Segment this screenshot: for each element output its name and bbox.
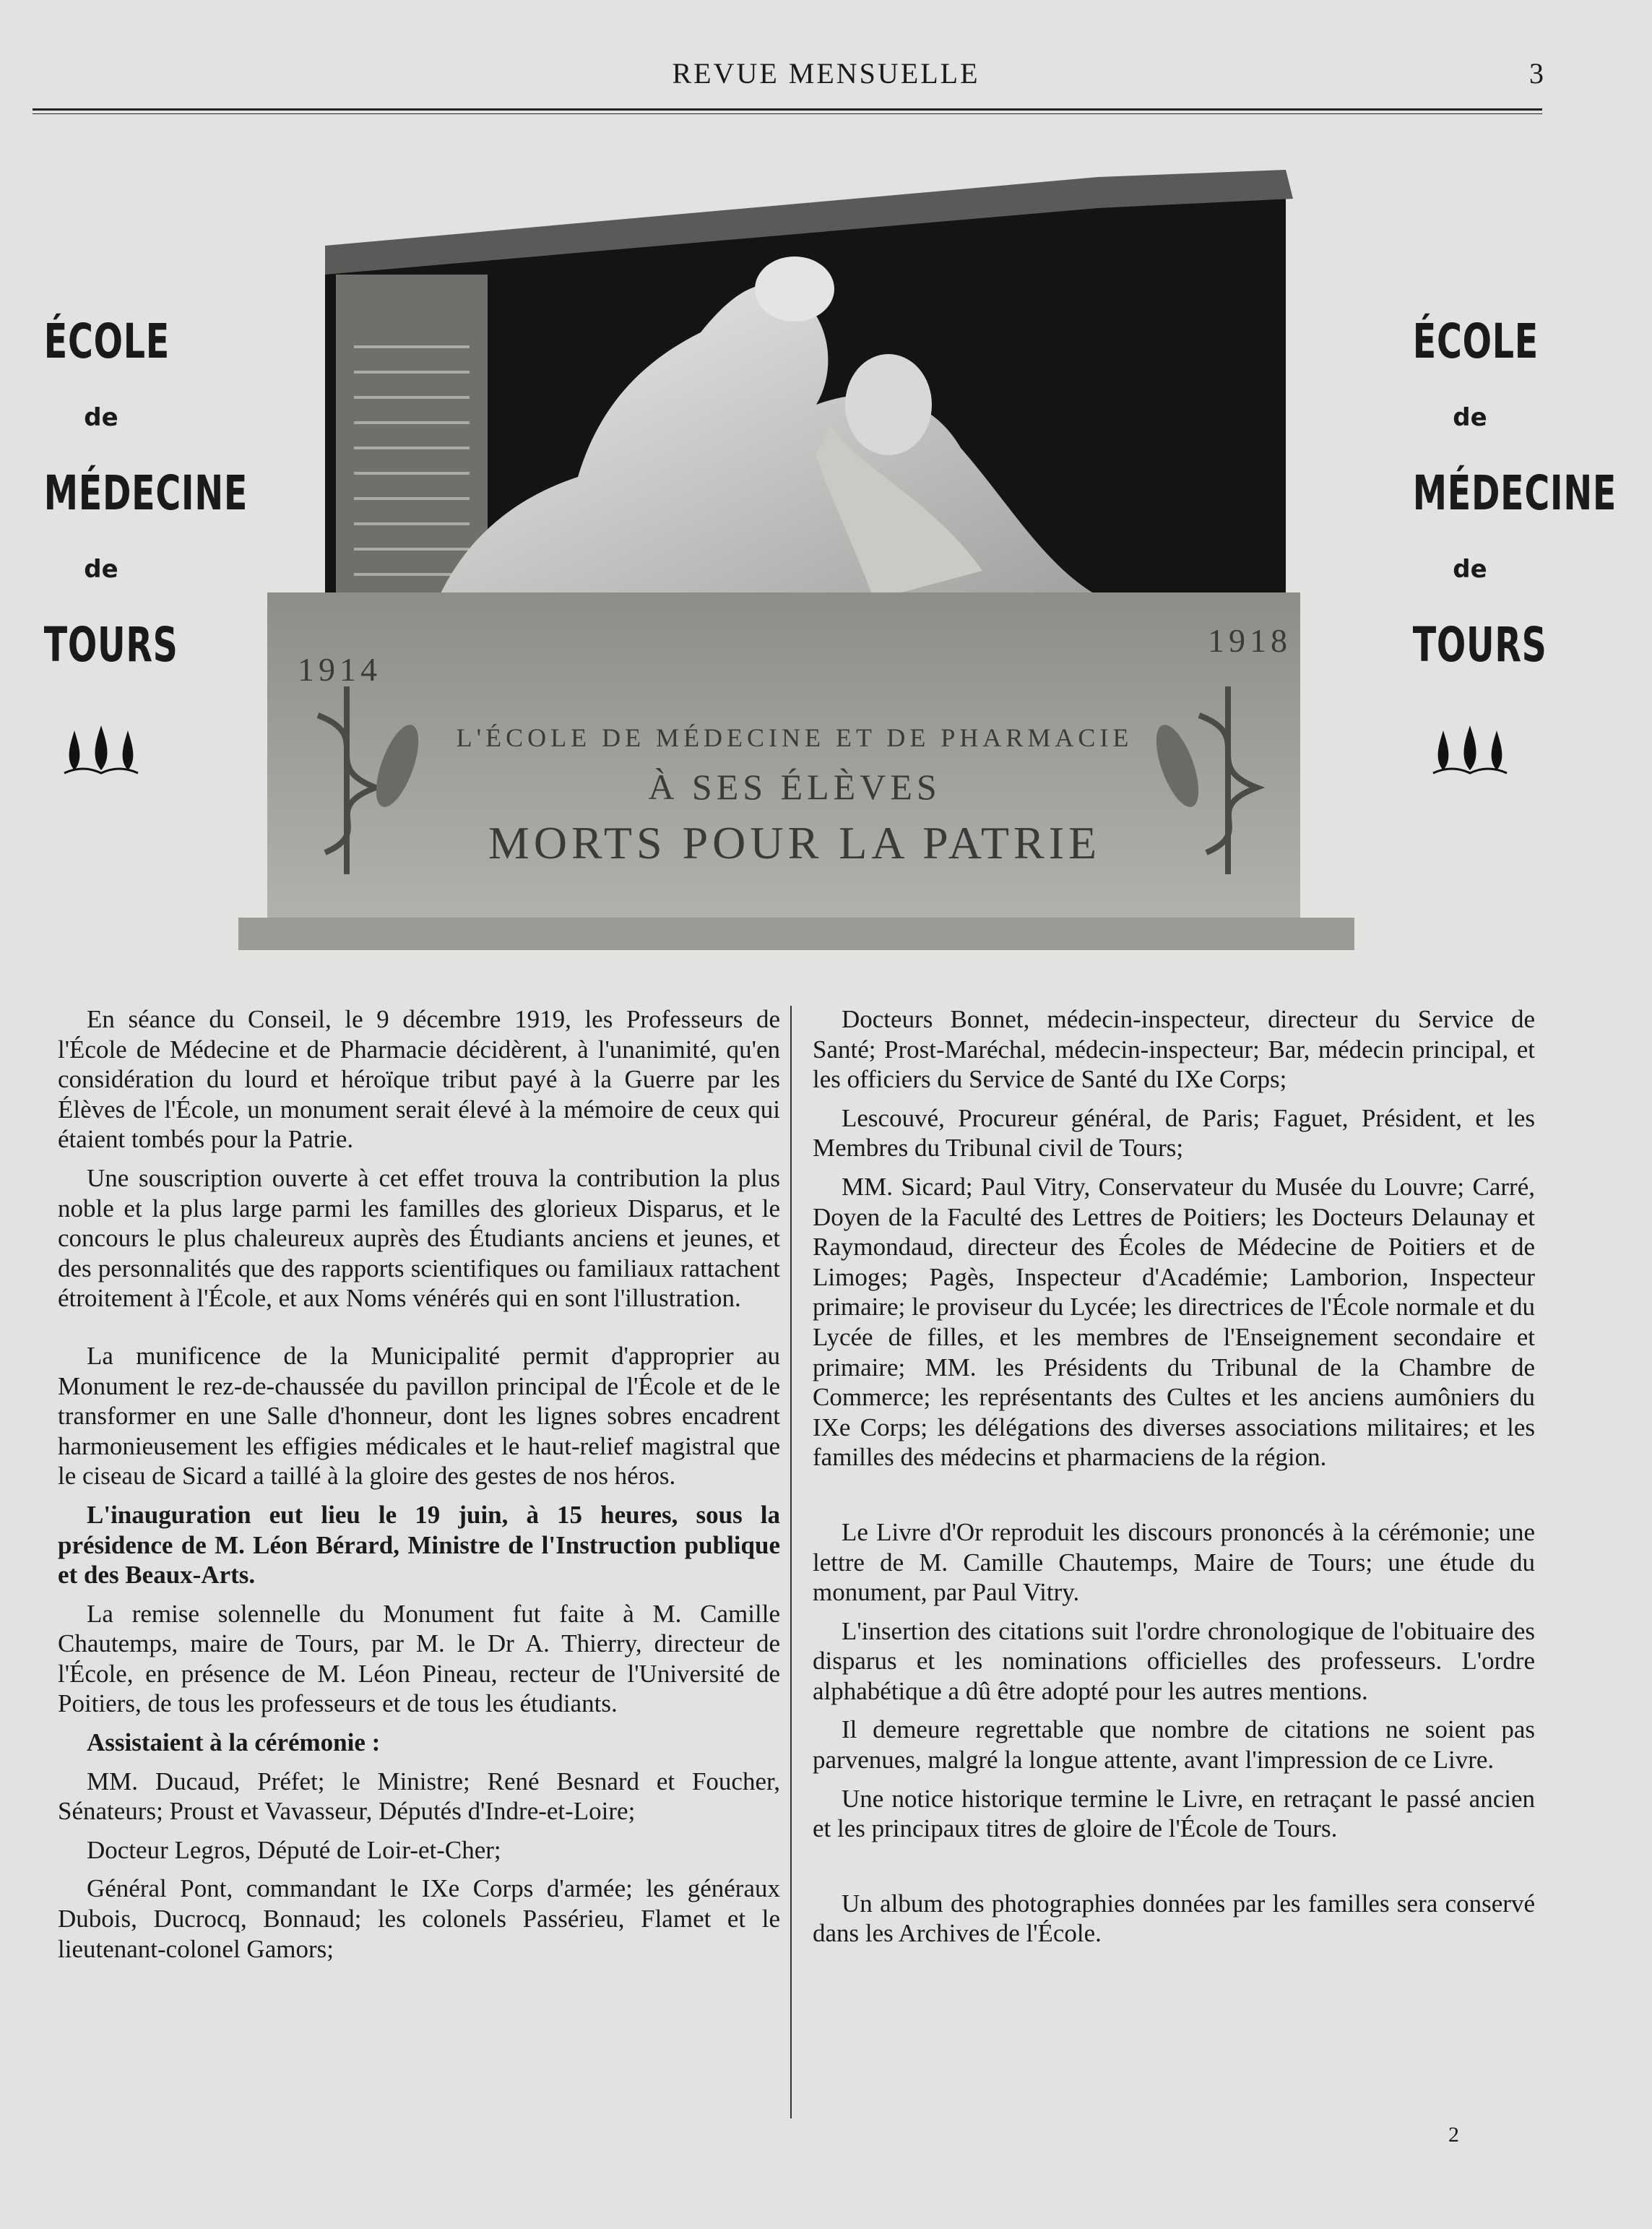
folio: 2	[1448, 2123, 1459, 2147]
paragraph: MM. Sicard; Paul Vitry, Conservateur du Musée du Louvre; Carré, Doyen de la Faculté des Lettres de Poitiers; les Docteurs Delaunay et Raymondaud, directeur des Écoles de Médecine de Poitiers et de Limoges; Pagès, Inspecteur d'Académie; Lamborion, Inspecteur primaire; le proviseur du Lycée; les directrices de l'École normale et du Lycée de filles, et les membres de l'Enseignement secondaire et primaire; MM. les Présidents du Tribunal de la Chambre de Commerce; les représentants des Cultes et les anciens aumôniers du IXe Corps; les délégations des diverses associations militaires; et les familles des médecins et pharmaciens de la région.	[813, 1172, 1535, 1472]
side-de: de	[1453, 555, 1487, 584]
paragraph: Le Livre d'Or reproduit les discours prononcés à la cérémonie; une lettre de M. Camille Chautemps, Maire de Tours; une étude du monument, par Paul Vitry.	[813, 1517, 1535, 1607]
paragraph: Docteur Legros, Député de Loir-et-Cher;	[87, 1835, 501, 1864]
header-rule	[33, 108, 1542, 114]
paragraph: Il demeure regrettable que nombre de citations ne soient pas parvenues, malgré la longue attente, avant l'impression de ce Livre.	[813, 1715, 1535, 1775]
text-column-left	[58, 1004, 780, 1973]
paragraph: Assistaient à la cérémonie :	[87, 1728, 381, 1757]
side-ecole: ÉCOLE	[43, 314, 170, 369]
side-label-left	[22, 314, 248, 780]
running-head: REVUE MENSUELLE	[672, 57, 980, 90]
side-de: de	[1453, 403, 1487, 432]
side-medecine: MÉDECINE	[43, 465, 248, 521]
paragraph: L'inauguration eut lieu le 19 juin, à 15 heures, sous la présidence de M. Léon Bérard, Ministre de l'Instruction publique et des Beaux-Arts.	[58, 1500, 780, 1590]
flame-ornament-icon	[1430, 720, 1510, 777]
paragraph: Docteurs Bonnet, médecin-inspecteur, directeur du Service de Santé; Prost-Maréchal, médecin-inspecteur; Bar, médecin principal, et les officiers du Service de Santé du IXe Corps;	[813, 1005, 1535, 1094]
side-de: de	[84, 555, 118, 584]
side-label-right	[1391, 314, 1617, 780]
side-ecole: ÉCOLE	[1412, 314, 1539, 369]
monument-year-right: 1918	[1208, 622, 1292, 659]
paragraph: Une souscription ouverte à cet effet trouva la contribution la plus noble et la plus large parmi les familles des glorieux Disparus, et le concours le plus chaleureux auprès des Étudiants anciens et jeunes, et des personnalités que des rapports scientifiques ou familiaux rattachent étroitement à l'École, et aux Noms vénérés qui en sont l'illustration.	[58, 1163, 780, 1313]
monument-inscription-2: À SES ÉLÈVES	[648, 767, 941, 807]
monument-photograph	[238, 166, 1354, 950]
side-de: de	[84, 403, 118, 432]
monument-inscription-3: MORTS POUR LA PATRIE	[488, 817, 1102, 868]
paragraph: MM. Ducaud, Préfet; le Ministre; René Besnard et Foucher, Sénateurs; Proust et Vavasseur, Députés d'Indre-et-Loire;	[58, 1767, 780, 1826]
flame-ornament-icon	[61, 720, 141, 777]
monument-year-left: 1914	[298, 651, 381, 688]
side-medecine: MÉDECINE	[1412, 465, 1617, 521]
side-tours: TOURS	[1412, 617, 1547, 673]
text-column-right	[813, 1004, 1535, 1957]
paragraph: Général Pont, commandant le IXe Corps d'armée; les généraux Dubois, Ducrocq, Bonnaud; les colonels Passérieu, Flamet et le lieutenant-colonel Gamors;	[58, 1874, 780, 1963]
paragraph: En séance du Conseil, le 9 décembre 1919, les Professeurs de l'École de Médecine et de Pharmacie décidèrent, à l'unanimité, qu'en considération du lourd et héroïque tribut payé à la Guerre par les Élèves de l'École, un monument serait élevé à la mémoire de ceux qui étaient tombés pour la Patrie.	[58, 1005, 780, 1154]
page-number: 3	[1529, 57, 1544, 90]
monument-inscription-1: L'ÉCOLE DE MÉDECINE ET DE PHARMACIE	[456, 723, 1133, 752]
paragraph: Une notice historique termine le Livre, en retraçant le passé ancien et les principaux titres de gloire de l'École de Tours.	[813, 1784, 1535, 1843]
side-tours: TOURS	[43, 617, 178, 673]
column-divider	[790, 1006, 792, 2118]
paragraph: L'insertion des citations suit l'ordre chronologique de l'obituaire des disparus et les nominations officielles des professeurs. L'ordre alphabétique a dû être adopté pour les autres mentions.	[813, 1616, 1535, 1705]
paragraph: La munificence de la Municipalité permit d'approprier au Monument le rez-de-chaussée du pavillon principal de l'École et de le transformer en une Salle d'honneur, dont les lignes sobres encadrent harmonieusement les effigies médicales et le haut-relief magistral que le ciseau de Sicard a taillé à la gloire des gestes de nos héros.	[58, 1341, 780, 1491]
paragraph: Un album des photographies données par les familles sera conservé dans les Archives de l'École.	[813, 1889, 1535, 1948]
paragraph: Lescouvé, Procureur général, de Paris; Faguet, Président, et les Membres du Tribunal civil de Tours;	[813, 1103, 1535, 1163]
paragraph: La remise solennelle du Monument fut faite à M. Camille Chautemps, maire de Tours, par M. le Dr A. Thierry, directeur de l'École, en présence de M. Léon Pineau, recteur de l'Université de Poitiers, de tous les professeurs et de tous les étudiants.	[58, 1599, 780, 1718]
